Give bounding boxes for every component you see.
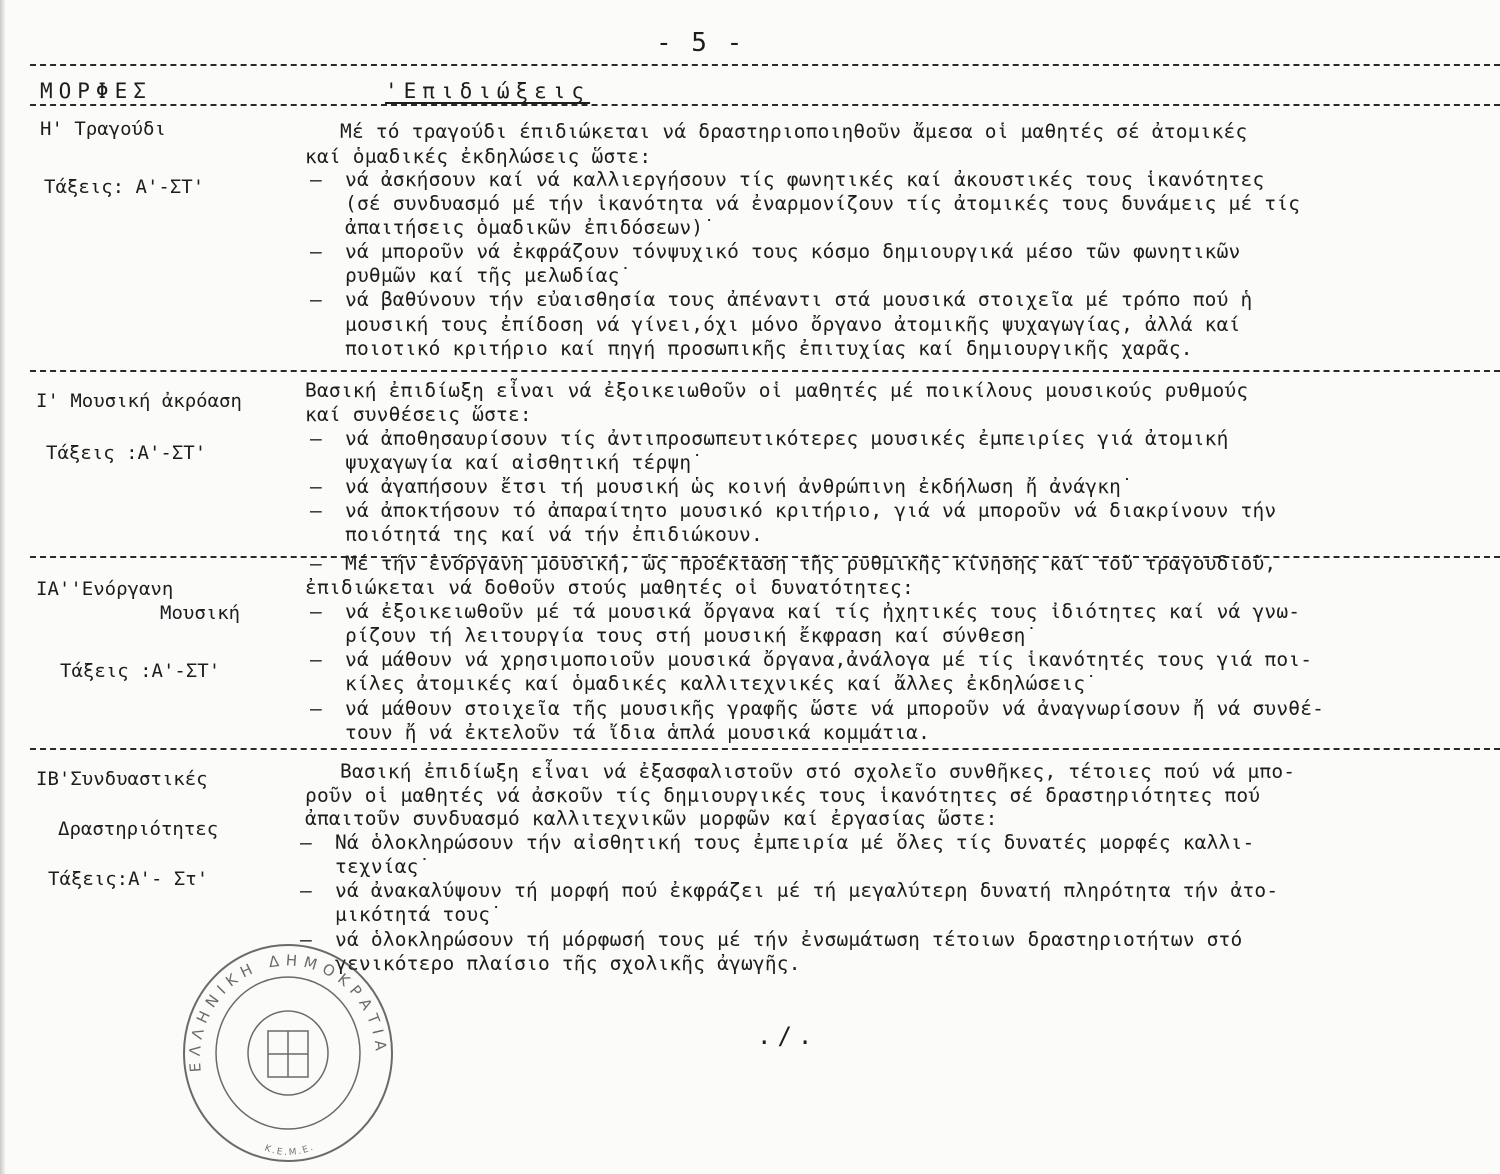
s3-line-4: ρίζουν τή λειτουργία τους στή μουσική ἔκφραση καί σύνθεση˙	[345, 624, 1038, 647]
scan-edge-shadow	[0, 0, 6, 1174]
seal-bottom-text: Κ.Ε.Μ.Ε.	[263, 1142, 317, 1159]
s2-line-4: ψυχαγωγία καί αἰσθητική τέρψη˙	[345, 451, 704, 474]
s1-line-1: Μέ τό τραγούδι έπιδιώκεται νά δραστηριοποιηθοῦν ἄμεσα οἱ μαθητές σέ ἀτομικές	[340, 120, 1248, 143]
s2-line-6: νά ἀποκτήσουν τό ἀπαραίτητο μουσικό κριτήριο, γιά νά μποροῦν νά διακρίνουν τήν	[345, 499, 1277, 522]
s3-line-2: ἐπιδιώκεται νά δοθοῦν στούς μαθητές οἱ δυνατότητες:	[305, 576, 914, 599]
section-4-title: ΙΒ'Συνδυαστικές	[36, 768, 208, 790]
s1-line-2: καί ὁμαδικές ἐκδηλώσεις ὥστε:	[305, 145, 652, 168]
s4-line-8: νά ὁλοκληρώσουν τή μόρφωσή τους μέ τήν ἐνσωμάτωση τέτοιων δραστηριοτήτων στό	[335, 928, 1243, 951]
s4-line-2: ροῦν οἱ μαθητές νά ἀσκοῦν τίς δημιουργικές τους ἱκανότητες σέ δραστηριότητες πού	[305, 784, 1261, 807]
section-rule	[30, 370, 1500, 372]
s4-line-3: ἀπαιτοῦν συνδυασμό καλλιτεχνικῶν μορφῶν καί ἐργασίας ὥστε:	[305, 807, 998, 830]
bullet-dash: –	[300, 928, 312, 951]
top-rule	[30, 64, 1500, 66]
s1-line-4: (σέ συνδυασμό μέ τήν ἱκανότητα νά ἐναρμονίζουν τίς ἀτομικές τους δυνάμεις μέ τίς	[345, 192, 1301, 215]
s4-line-1: Βασική ἐπιδίωξη εἶναι νά ἐξασφαλιστοῦν στό σχολεῖο συνθῆκες, τέτοιες πού νά μπο-	[340, 760, 1296, 783]
section-4-title-line2: Δραστηριότητες	[58, 818, 219, 840]
header-rule	[30, 104, 1500, 106]
bullet-dash: –	[310, 600, 322, 623]
section-3-title-line2: Μουσική	[160, 602, 241, 624]
section-1-classes: Τάξεις: Α'-ΣΤ'	[44, 176, 205, 198]
s4-line-7: μικότητά τους˙	[335, 903, 503, 926]
s1-line-3: νά ἀσκήσουν καί νά καλλιεργήσουν τίς φωνητικές καί ἀκουστικές τους ἱκανότητες	[345, 168, 1265, 191]
s1-line-9: μουσική τους ἐπίδοση νά γίνει,όχι μόνο ὄργανο ἀτομικῆς ψυχαγωγίας, ἀλλά καί	[345, 313, 1241, 336]
header-forms: ΜΟΡΦΕΣ	[40, 79, 152, 103]
section-2-title: Ι' Μουσική ἀκρόαση	[36, 390, 242, 412]
s3-line-6: κίλες ἀτομικές καί ὁμαδικές καλλιτεχνικές καί ἄλλες ἐκδηλώσεις˙	[345, 672, 1098, 695]
section-1-title: Η' Τραγούδι	[40, 118, 166, 140]
section-2-classes: Τάξεις :Α'-ΣΤ'	[46, 442, 207, 464]
s2-line-5: νά ἀγαπήσουν ἔτσι τή μουσική ὡς κοινή ἀνθρώπινη ἐκδήλωση ἤ ἀνάγκη˙	[345, 475, 1134, 498]
section-4-classes: Τάξεις:Α'- Στ'	[48, 868, 209, 890]
page-number: - 5 -	[656, 28, 745, 58]
bullet-dash: –	[300, 879, 312, 902]
s4-line-6: νά ἀνακαλύψουν τή μορφή πού ἐκφράζει μέ τή μεγαλύτερη δυνατή πληρότητα τήν ἀτο-	[335, 879, 1279, 902]
s3-line-3: νά ἐξοικειωθοῦν μέ τά μουσικά ὄργανα καί τίς ἠχητικές τους ἰδιότητες καί νά γνω-	[345, 600, 1301, 623]
seal-top-text: ΕΛΛΗΝΙΚΗ ΔΗΜΟΚΡΑΤΙΑ	[185, 951, 391, 1073]
bullet-dash: –	[310, 288, 322, 311]
s3-line-8: τουν ἤ νά ἐκτελοῦν τά ἴδια ἁπλά μουσικά κομμάτια.	[345, 721, 931, 744]
bullet-dash: –	[310, 427, 322, 450]
section-3-title: ΙΑ''Ενόργανη	[36, 578, 174, 600]
section-rule	[30, 748, 1500, 750]
s1-line-5: ἀπαιτήσεις ὁμαδικῶν ἐπιδόσεων)˙	[345, 216, 716, 239]
bullet-dash: –	[310, 168, 322, 191]
s2-line-1: Βασική ἐπιδίωξη εἶναι νά ἐξοικειωθοῦν οἱ μαθητές μέ ποικίλους μουσικούς ρυθμούς	[305, 379, 1249, 402]
bullet-dash: –	[300, 831, 312, 854]
bullet-dash: –	[310, 240, 322, 263]
bullet-dash: –	[310, 499, 322, 522]
s2-line-7: ποιότητά της καί νά τήν ἐπιδιώκουν.	[345, 523, 763, 546]
bullet-dash: –	[310, 475, 322, 498]
official-seal-stamp	[178, 935, 398, 1165]
s2-line-2: καί συνθέσεις ὥστε:	[305, 403, 532, 426]
s1-line-7: ρυθμῶν καί τῆς μελωδίας˙	[345, 264, 632, 287]
s3-line-5: νά μάθουν νά χρησιμοποιοῦν μουσικά ὄργανα,ἀνάλογα μέ τίς ἱκανότητές τους γιά ποι-	[345, 648, 1313, 671]
s1-line-8: νά βαθύνουν τήν εὐαισθησία τους ἀπέναντι στά μουσικά στοιχεῖα μέ τρόπο πού ἡ	[345, 288, 1253, 311]
s3-line-7: νά μάθουν στοιχεῖα τῆς μουσικῆς γραφῆς ὥστε νά μποροῦν νά ἀναγνωρίσουν ἤ νά συνθέ-	[345, 697, 1325, 720]
header-objectives: 'Επιδιώξεις	[385, 79, 591, 103]
s1-line-6: νά μποροῦν νά ἐκφράζουν τόνψυχικό τους κόσμο δημιουργικά μέσο τῶν φωνητικῶν	[345, 240, 1241, 263]
continuation-mark: ./.	[757, 1022, 819, 1050]
bullet-dash: –	[310, 648, 322, 671]
bullet-dash: –	[310, 552, 322, 575]
s4-line-4: Νά ὁλοκληρώσουν τήν αἰσθητική τους ἐμπειρία μέ ὅλες τίς δυνατές μορφές καλλι-	[335, 831, 1255, 854]
s4-line-9: γενικότερο πλαίσιο τῆς σχολικῆς ἀγωγῆς.	[335, 952, 801, 975]
s2-line-3: νά ἀποθησαυρίσουν τίς ἀντιπροσωπευτικότερες μουσικές ἐμπειρίες γιά ἀτομική	[345, 427, 1229, 450]
s3-line-1: Μέ τήν ἐνόργανη μουσική, ὡς προέκταση τῆς ρυθμικῆς κίνησης καί τοῦ τραγουδιοῦ,	[345, 552, 1277, 575]
section-3-classes: Τάξεις :Α'-ΣΤ'	[60, 660, 221, 682]
bullet-dash: –	[310, 697, 322, 720]
s4-line-5: τεχνίας˙	[335, 855, 431, 878]
svg-text:Κ.Ε.Μ.Ε.	[263, 1142, 316, 1158]
s1-line-10: ποιοτικό κριτήριο καί πηγή προσωπικῆς ἐπιτυχίας καί δημιουργικῆς χαρᾶς.	[345, 337, 1193, 360]
